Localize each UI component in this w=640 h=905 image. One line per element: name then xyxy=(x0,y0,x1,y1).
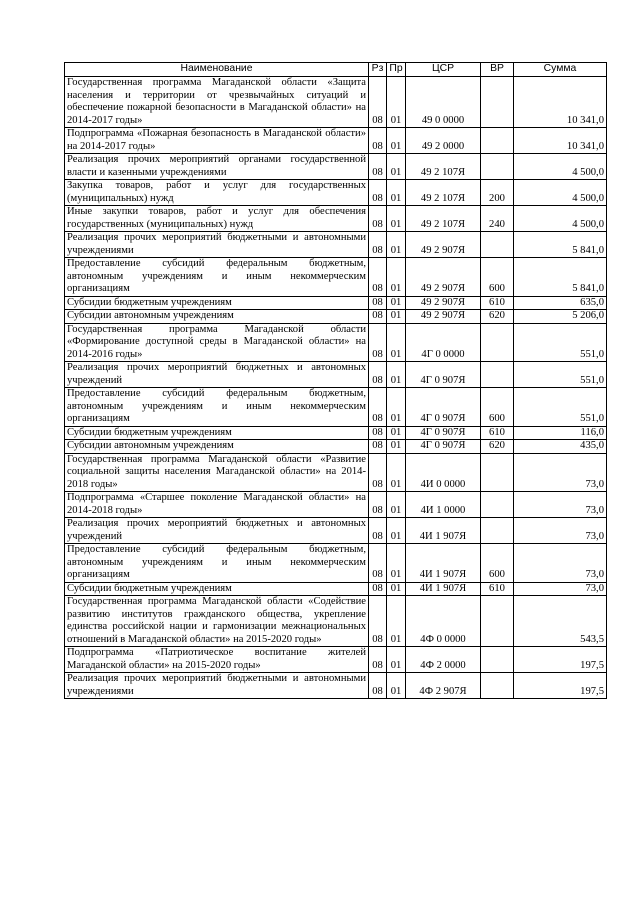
row-rz: 08 xyxy=(369,426,387,440)
row-vr xyxy=(481,232,514,258)
row-name: Предоставление субсидий федеральным бюджетным, автономным учреждениям и иным некоммерческим организациям xyxy=(65,388,369,427)
budget-table xyxy=(64,62,607,699)
row-name: Субсидии бюджетным учреждениям xyxy=(65,426,369,440)
row-vr: 610 xyxy=(481,582,514,596)
row-name: Субсидии бюджетным учреждениям xyxy=(65,582,369,596)
row-sum: 116,0 xyxy=(514,426,607,440)
row-csr: 49 2 907Я xyxy=(406,310,481,324)
table-row xyxy=(65,492,607,518)
table-row xyxy=(65,596,607,647)
table-row xyxy=(65,453,607,492)
row-sum: 551,0 xyxy=(514,388,607,427)
row-sum: 635,0 xyxy=(514,296,607,310)
row-sum: 4 500,0 xyxy=(514,154,607,180)
row-rz: 08 xyxy=(369,296,387,310)
row-rz: 08 xyxy=(369,206,387,232)
row-name: Государственная программа Магаданской области «Содействие развитию институтов гражданского общества, укрепление единства российской нации и гармонизации межнациональных отношений в Магаданской области» на 2015-2020 годы» xyxy=(65,596,369,647)
row-csr: 4Г 0 0000 xyxy=(406,323,481,362)
row-csr: 4Г 0 907Я xyxy=(406,362,481,388)
table-row xyxy=(65,128,607,154)
row-rz: 08 xyxy=(369,647,387,673)
table-row xyxy=(65,426,607,440)
row-rz: 08 xyxy=(369,310,387,324)
row-pr: 01 xyxy=(387,440,406,454)
row-pr: 01 xyxy=(387,453,406,492)
table-row xyxy=(65,206,607,232)
table-row xyxy=(65,582,607,596)
row-vr: 600 xyxy=(481,544,514,583)
row-name: Реализация прочих мероприятий бюджетными и автономными учреждениями xyxy=(65,232,369,258)
row-csr: 4И 1 0000 xyxy=(406,492,481,518)
row-vr xyxy=(481,128,514,154)
row-pr: 01 xyxy=(387,544,406,583)
row-name: Государственная программа Магаданской области «Защита населения и территории от чрезвычайных ситуаций и обеспечение пожарной безопасности в Магаданской области» на 2014-2017 годы» xyxy=(65,77,369,128)
row-rz: 08 xyxy=(369,596,387,647)
table-row xyxy=(65,544,607,583)
row-sum: 73,0 xyxy=(514,518,607,544)
row-name: Иные закупки товаров, работ и услуг для обеспечения государственных (муниципальных) нужд xyxy=(65,206,369,232)
row-name: Подпрограмма «Старшее поколение Магаданской области» на 2014-2018 годы» xyxy=(65,492,369,518)
row-vr: 200 xyxy=(481,180,514,206)
row-name: Закупка товаров, работ и услуг для государственных (муниципальных) нужд xyxy=(65,180,369,206)
row-csr: 4Г 0 907Я xyxy=(406,388,481,427)
row-pr: 01 xyxy=(387,518,406,544)
row-rz: 08 xyxy=(369,128,387,154)
row-csr: 49 2 907Я xyxy=(406,296,481,310)
row-pr: 01 xyxy=(387,492,406,518)
row-sum: 551,0 xyxy=(514,362,607,388)
row-pr: 01 xyxy=(387,323,406,362)
row-csr: 49 2 907Я xyxy=(406,258,481,297)
row-vr xyxy=(481,154,514,180)
row-sum: 197,5 xyxy=(514,673,607,699)
row-rz: 08 xyxy=(369,362,387,388)
row-sum: 197,5 xyxy=(514,647,607,673)
header-pr: Пр xyxy=(387,63,406,77)
row-csr: 49 0 0000 xyxy=(406,77,481,128)
row-vr: 620 xyxy=(481,440,514,454)
row-pr: 01 xyxy=(387,77,406,128)
row-rz: 08 xyxy=(369,544,387,583)
row-csr: 49 2 107Я xyxy=(406,154,481,180)
row-pr: 01 xyxy=(387,310,406,324)
table-row xyxy=(65,77,607,128)
row-sum: 5 841,0 xyxy=(514,232,607,258)
row-vr xyxy=(481,596,514,647)
row-rz: 08 xyxy=(369,453,387,492)
row-sum: 73,0 xyxy=(514,582,607,596)
row-pr: 01 xyxy=(387,647,406,673)
row-csr: 4И 0 0000 xyxy=(406,453,481,492)
row-rz: 08 xyxy=(369,440,387,454)
row-name: Субсидии автономным учреждениям xyxy=(65,310,369,324)
row-csr: 49 2 107Я xyxy=(406,180,481,206)
row-vr: 600 xyxy=(481,258,514,297)
row-csr: 49 2 107Я xyxy=(406,206,481,232)
row-pr: 01 xyxy=(387,673,406,699)
row-rz: 08 xyxy=(369,77,387,128)
row-csr: 4И 1 907Я xyxy=(406,582,481,596)
row-name: Субсидии автономным учреждениям xyxy=(65,440,369,454)
row-vr: 240 xyxy=(481,206,514,232)
header-name: Наименование xyxy=(65,63,369,77)
row-name: Государственная программа Магаданской области «Формирование доступной среды в Магаданской области» на 2014-2016 годы» xyxy=(65,323,369,362)
row-vr: 620 xyxy=(481,310,514,324)
row-csr: 4Ф 2 0000 xyxy=(406,647,481,673)
header-row xyxy=(65,63,607,77)
row-sum: 73,0 xyxy=(514,492,607,518)
row-csr: 4Ф 2 907Я xyxy=(406,673,481,699)
row-sum: 73,0 xyxy=(514,544,607,583)
row-pr: 01 xyxy=(387,426,406,440)
row-pr: 01 xyxy=(387,180,406,206)
row-pr: 01 xyxy=(387,296,406,310)
row-pr: 01 xyxy=(387,154,406,180)
row-rz: 08 xyxy=(369,673,387,699)
row-pr: 01 xyxy=(387,128,406,154)
header-sum: Сумма xyxy=(514,63,607,77)
header-vr: ВР xyxy=(481,63,514,77)
row-pr: 01 xyxy=(387,582,406,596)
row-vr xyxy=(481,673,514,699)
row-pr: 01 xyxy=(387,206,406,232)
row-name: Реализация прочих мероприятий бюджетных и автономных учреждений xyxy=(65,362,369,388)
table-row xyxy=(65,362,607,388)
row-pr: 01 xyxy=(387,362,406,388)
header-csr: ЦСР xyxy=(406,63,481,77)
row-rz: 08 xyxy=(369,388,387,427)
table-row xyxy=(65,258,607,297)
row-name: Подпрограмма «Патриотическое воспитание жителей Магаданской области» на 2015-2020 годы» xyxy=(65,647,369,673)
row-vr xyxy=(481,362,514,388)
row-vr xyxy=(481,647,514,673)
row-sum: 4 500,0 xyxy=(514,180,607,206)
row-csr: 4И 1 907Я xyxy=(406,544,481,583)
row-vr xyxy=(481,453,514,492)
table-row xyxy=(65,154,607,180)
row-sum: 73,0 xyxy=(514,453,607,492)
row-rz: 08 xyxy=(369,492,387,518)
table-row xyxy=(65,232,607,258)
row-name: Реализация прочих мероприятий бюджетных и автономных учреждений xyxy=(65,518,369,544)
row-rz: 08 xyxy=(369,518,387,544)
row-rz: 08 xyxy=(369,323,387,362)
row-name: Реализация прочих мероприятий органами государственной власти и казенными учреждениями xyxy=(65,154,369,180)
row-csr: 49 2 907Я xyxy=(406,232,481,258)
row-pr: 01 xyxy=(387,232,406,258)
row-vr: 610 xyxy=(481,426,514,440)
table-row xyxy=(65,440,607,454)
row-pr: 01 xyxy=(387,388,406,427)
table-row xyxy=(65,673,607,699)
table-row xyxy=(65,647,607,673)
row-name: Подпрограмма «Пожарная безопасность в Магаданской области» на 2014-2017 годы» xyxy=(65,128,369,154)
row-name: Государственная программа Магаданской области «Развитие социальной защиты населения Магаданской области» на 2014-2018 годы» xyxy=(65,453,369,492)
row-vr xyxy=(481,77,514,128)
row-vr xyxy=(481,492,514,518)
row-csr: 4Ф 0 0000 xyxy=(406,596,481,647)
row-rz: 08 xyxy=(369,258,387,297)
row-csr: 4Г 0 907Я xyxy=(406,440,481,454)
row-rz: 08 xyxy=(369,232,387,258)
row-vr xyxy=(481,518,514,544)
row-vr: 610 xyxy=(481,296,514,310)
row-name: Предоставление субсидий федеральным бюджетным, автономным учреждениям и иным некоммерческим организациям xyxy=(65,544,369,583)
row-pr: 01 xyxy=(387,596,406,647)
row-sum: 5 841,0 xyxy=(514,258,607,297)
header-rz: Рз xyxy=(369,63,387,77)
row-csr: 49 2 0000 xyxy=(406,128,481,154)
row-name: Реализация прочих мероприятий бюджетными и автономными учреждениями xyxy=(65,673,369,699)
row-sum: 551,0 xyxy=(514,323,607,362)
table-row xyxy=(65,296,607,310)
row-csr: 4И 1 907Я xyxy=(406,518,481,544)
row-rz: 08 xyxy=(369,180,387,206)
row-name: Субсидии бюджетным учреждениям xyxy=(65,296,369,310)
row-sum: 435,0 xyxy=(514,440,607,454)
table-row xyxy=(65,518,607,544)
row-pr: 01 xyxy=(387,258,406,297)
table-row xyxy=(65,310,607,324)
table-row xyxy=(65,180,607,206)
table-row xyxy=(65,323,607,362)
row-sum: 543,5 xyxy=(514,596,607,647)
row-sum: 5 206,0 xyxy=(514,310,607,324)
row-sum: 4 500,0 xyxy=(514,206,607,232)
row-vr xyxy=(481,323,514,362)
row-sum: 10 341,0 xyxy=(514,128,607,154)
row-csr: 4Г 0 907Я xyxy=(406,426,481,440)
row-vr: 600 xyxy=(481,388,514,427)
row-name: Предоставление субсидий федеральным бюджетным, автономным учреждениям и иным некоммерческим организациям xyxy=(65,258,369,297)
row-rz: 08 xyxy=(369,582,387,596)
row-sum: 10 341,0 xyxy=(514,77,607,128)
row-rz: 08 xyxy=(369,154,387,180)
table-row xyxy=(65,388,607,427)
